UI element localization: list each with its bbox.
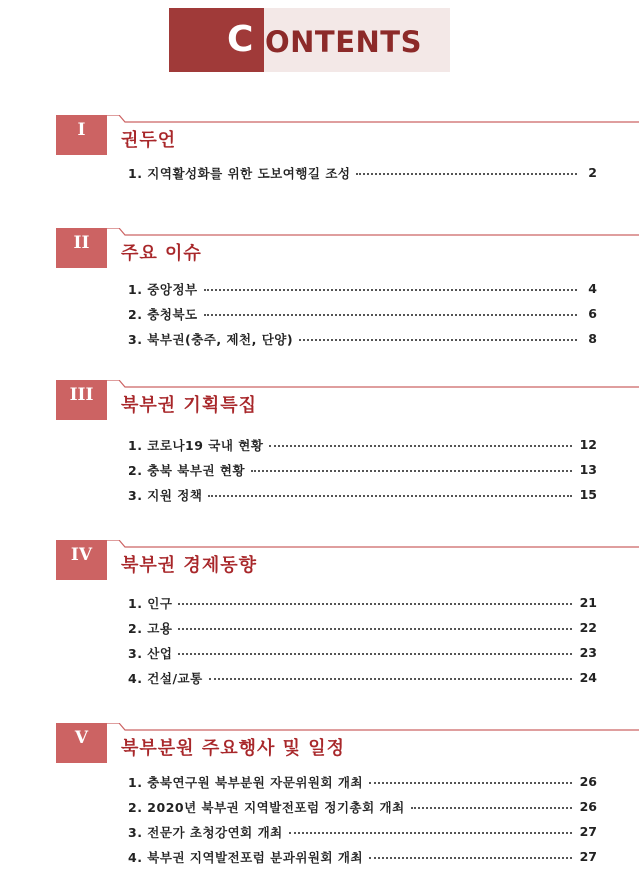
toc-entry-page: 8 <box>588 331 597 346</box>
toc-entry[interactable] <box>128 640 597 665</box>
toc-entry-page: 27 <box>579 824 597 839</box>
dot-leader <box>251 470 572 472</box>
section-5 <box>56 723 597 865</box>
toc-entry-label: 3. 전문가 초청강연회 개최 <box>128 824 283 840</box>
section-items <box>128 160 597 185</box>
toc-entry-page: 27 <box>579 849 597 864</box>
toc-entry-label: 1. 지역활성화를 위한 도보여행길 조성 <box>128 165 351 181</box>
toc-entry-label: 4. 북부권 지역발전포럼 분과위원회 개최 <box>128 849 364 865</box>
section-divider-line <box>107 228 639 242</box>
dot-leader <box>209 678 572 680</box>
section-items <box>128 590 597 690</box>
section-numeral: I <box>56 115 107 155</box>
section-divider-line <box>107 115 639 129</box>
dot-leader <box>208 495 571 497</box>
toc-entry-label: 1. 코로나19 국내 현황 <box>128 437 264 453</box>
toc-entry[interactable] <box>128 326 597 351</box>
section-3 <box>56 380 597 503</box>
toc-entry[interactable] <box>128 844 597 869</box>
dot-leader <box>204 314 577 316</box>
dot-leader <box>299 339 577 341</box>
toc-entry-page: 2 <box>588 165 597 180</box>
dot-leader <box>289 832 572 834</box>
toc-entry-page: 26 <box>579 799 597 814</box>
toc-entry-label: 2. 고용 <box>128 620 173 636</box>
dot-leader <box>411 807 572 809</box>
toc-entry-page: 26 <box>579 774 597 789</box>
toc-entry-page: 4 <box>588 281 597 296</box>
toc-entry[interactable] <box>128 794 597 819</box>
toc-entry-label: 2. 충청북도 <box>128 306 198 322</box>
toc-entry-page: 22 <box>579 620 597 635</box>
section-divider-line <box>107 380 639 394</box>
toc-entry[interactable] <box>128 590 597 615</box>
toc-entry-page: 23 <box>579 645 597 660</box>
toc-entry[interactable] <box>128 160 597 185</box>
section-title: 권두언 <box>121 130 177 151</box>
contents-title <box>169 8 450 72</box>
title-rest-letters: ONTENTS <box>265 25 422 59</box>
toc-entry-label: 3. 지원 정책 <box>128 487 203 503</box>
toc-entry-label: 1. 인구 <box>128 595 173 611</box>
section-title: 주요 이슈 <box>121 243 202 264</box>
title-first-letter: C <box>227 19 254 60</box>
toc-entry-page: 15 <box>579 487 597 502</box>
toc-entry-page: 13 <box>579 462 597 477</box>
section-2 <box>56 228 597 347</box>
dot-leader <box>356 173 577 175</box>
toc-entry[interactable] <box>128 615 597 640</box>
toc-entry-label: 2. 충북 북부권 현황 <box>128 462 246 478</box>
toc-entry-label: 3. 북부권(충주, 제천, 단양) <box>128 331 294 347</box>
toc-entry-page: 6 <box>588 306 597 321</box>
toc-entry[interactable] <box>128 769 597 794</box>
section-title: 북부권 경제동향 <box>121 555 257 576</box>
dot-leader <box>178 653 571 655</box>
dot-leader <box>369 857 572 859</box>
dot-leader <box>178 628 571 630</box>
toc-entry-label: 2. 2020년 북부권 지역발전포럼 정기총회 개최 <box>128 799 405 815</box>
dot-leader <box>369 782 572 784</box>
section-items <box>128 276 597 351</box>
toc-entry[interactable] <box>128 482 597 507</box>
dot-leader <box>269 445 571 447</box>
toc-entry[interactable] <box>128 457 597 482</box>
dot-leader <box>204 289 577 291</box>
section-divider-line <box>107 540 639 554</box>
section-numeral: II <box>56 228 107 268</box>
toc-entry[interactable] <box>128 276 597 301</box>
toc-entry[interactable] <box>128 432 597 457</box>
toc-entry-label: 4. 건설/교통 <box>128 670 203 686</box>
section-items <box>128 769 597 869</box>
toc-entry-label: 1. 충북연구원 북부분원 자문위원회 개최 <box>128 774 364 790</box>
toc-entry[interactable] <box>128 301 597 326</box>
toc-entry-page: 21 <box>579 595 597 610</box>
toc-entry[interactable] <box>128 665 597 690</box>
dot-leader <box>178 603 571 605</box>
toc-entry-label: 3. 산업 <box>128 645 173 661</box>
toc-entry-page: 24 <box>579 670 597 685</box>
section-1 <box>56 115 597 181</box>
section-title: 북부권 기획특집 <box>121 395 257 416</box>
toc-entry-label: 1. 중앙정부 <box>128 281 198 297</box>
section-divider-line <box>107 723 639 737</box>
section-title: 북부분원 주요행사 및 일정 <box>121 738 346 759</box>
section-4 <box>56 540 597 686</box>
section-items <box>128 432 597 507</box>
section-numeral: III <box>56 380 107 420</box>
section-numeral: IV <box>56 540 107 580</box>
section-numeral: V <box>56 723 107 763</box>
toc-entry-page: 12 <box>579 437 597 452</box>
toc-entry[interactable] <box>128 819 597 844</box>
